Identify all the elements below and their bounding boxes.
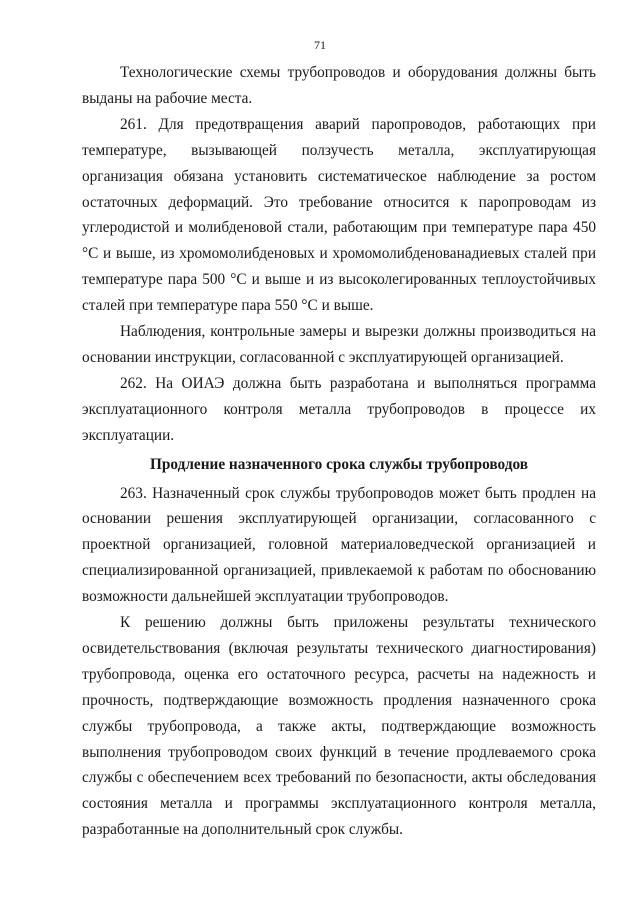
document-body <box>82 60 596 843</box>
paragraph-schemes: Технологические схемы трубопроводов и оборудования должны быть выданы на рабочие места. <box>82 64 596 107</box>
paragraph-observations: Наблюдения, контрольные замеры и вырезки должны производиться на основании инструкции, согласованной с эксплуатирующей организацией. <box>82 323 596 366</box>
section-heading: Продление назначенного срока службы трубопроводов <box>149 455 529 473</box>
page-number: 71 <box>314 38 326 52</box>
paragraph-decision-attachments: К решению должны быть приложены результаты технического освидетельствования (включая результаты технического диагностирования) трубопровода, оценка его остаточного ресурса, расчеты на надежность и прочность, подтверждающие возможность продления назначенного срока службы трубопровода, а также акты, подтверждающие возможность выполнения трубопроводом своих функций в течение продлеваемого срока службы с обеспечением всех требований по безопасности, акты обследования состояния металла и программы эксплуатационного контроля металла, разработанные на дополнительный срок службы. <box>82 614 596 839</box>
paragraph-261: 261. Для предотвращения аварий паропроводов, работающих при температуре, вызывающей ползучесть металла, эксплуатирующая организация обязана установить систематическое наблюдение за ростом остаточных деформаций. Это требование относится к паропроводам из углеродистой и молибденовой стали, работающим при температуре пара 450 °С и выше, из хромомолибденовых и хромомолибденованадиевых сталей при температуре пара 500 °С и выше и из высоколегированных теплоустойчивых сталей при температуре пара 550 °С и выше. <box>82 115 596 315</box>
paragraph-262: 262. На ОИАЭ должна быть разработана и выполняться программа эксплуатационного контроля металла трубопроводов в процессе их эксплуатации. <box>82 374 596 444</box>
paragraph-263: 263. Назначенный срок службы трубопроводов может быть продлен на основании решения эксплуатирующей организации, согласованного с проектной организацией, головной материаловедческой организацией и специализированной организацией, привлекаемой к работам по обоснованию возможности дальнейшей эксплуатации трубопроводов. <box>82 484 596 606</box>
